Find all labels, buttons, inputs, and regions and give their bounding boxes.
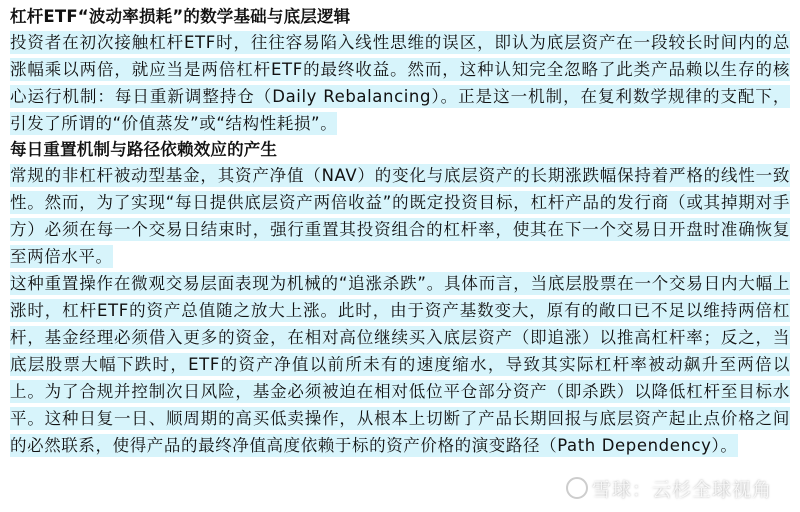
section-subtitle-text: 每日重置机制与路径依赖效应的产生 (10, 140, 278, 159)
watermark-text: 雪球：云杉全球视角 (591, 479, 772, 501)
source-watermark (566, 475, 772, 502)
article-title (10, 4, 790, 29)
intro-paragraph (10, 29, 790, 137)
snowball-logo-icon (566, 477, 588, 499)
intro-paragraph-text: 投资者在初次接触杠杆ETF时，往往容易陷入线性思维的误区，即认为底层资产在一段较长时间内的总涨幅乘以两倍，就应当是两倍杠杆ETF的最终收益。然而，这种认知完全忽略了此类产品赖以生存的核心运行机制：每日重新调整持仓（Daily Rebalancing）。正是这一机制，在复利数学规律的支配下，引发了所谓的“价值蒸发”或“结构性耗损”。 (10, 33, 790, 133)
article-title-text: 杠杆ETF“波动率损耗”的数学基础与底层逻辑 (10, 7, 351, 26)
rebalancing-paragraph-text: 这种重置操作在微观交易层面表现为机械的“追涨杀跌”。具体而言，当底层股票在一个交易日内大幅上涨时，杠杆ETF的资产总值随之放大上涨。此时，由于资产基数变大，原有的敞口已不足以维持两倍杠杆，基金经理必须借入更多的资金，在相对高位继续买入底层资产（即追涨）以推高杠杆率；反之，当底层股票大幅下跌时，ETF的资产净值以前所未有的速度缩水，导致其实际杠杆率被动飙升至两倍以上。为了合规并控制次日风险，基金必须被迫在相对低位平仓部分资产（即杀跌）以降低杠杆至目标水平。这种日复一日、顺周期的高买低卖操作，从根本上切断了产品长期回报与底层资产起止点价格之间的必然联系，使得产品的最终净值高度依赖于标的资产价格的演变路径（Path Dependency）。 (10, 274, 790, 455)
mechanism-paragraph (10, 162, 790, 270)
section-subtitle (10, 137, 790, 162)
mechanism-paragraph-text: 常规的非杠杆被动型基金，其资产净值（NAV）的变化与底层资产的长期涨跌幅保持着严格的线性一致性。然而，为了实现“每日提供底层资产两倍收益”的既定投资目标，杠杆产品的发行商（或其掉期对手方）必须在每一个交易日结束时，强行重置其投资组合的杠杆率，使其在下一个交易日开盘时准确恢复至两倍水平。 (10, 166, 790, 266)
rebalancing-paragraph (10, 270, 790, 459)
